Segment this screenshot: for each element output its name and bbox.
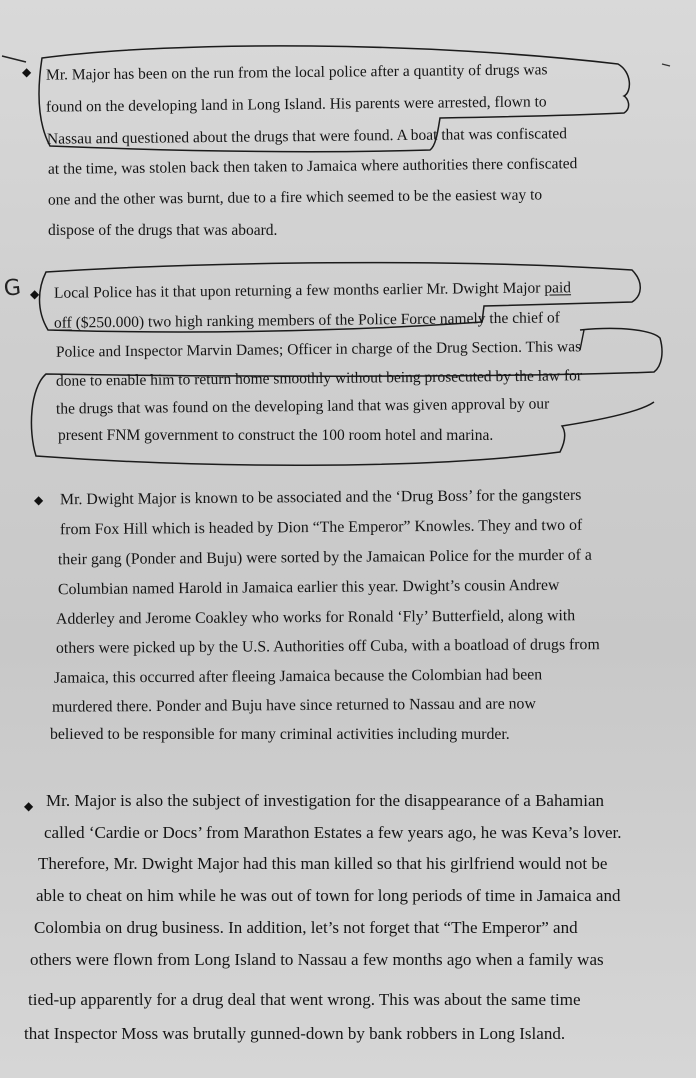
p2-underlined-off: off [53, 314, 72, 332]
p2-line-5: the drugs that was found on the developing land that was given approval by our [55, 395, 550, 418]
p3-line-7: Jamaica, this occurred after fleeing Jamaica because the Colombian had been [53, 666, 543, 687]
p3-line-8: murdered there. Ponder and Buju have since returned to Nassau and are now [51, 695, 536, 716]
p1-line-2: found on the developing land in Long Island. His parents were arrested, flown to [45, 93, 547, 116]
bullet-3: ◆ [34, 493, 44, 507]
p2-line-2-tail: namely the chief of [435, 309, 561, 328]
bullet-1: ◆ [22, 65, 32, 79]
margin-tick-mark [662, 64, 670, 66]
p4-line-2: called ‘Cardie or Docs’ from Marathon Estates a few years ago, he was Keva’s lover. [44, 823, 622, 842]
p4-line-6: others were flown from Long Island to Nassau a few months ago when a family was [30, 950, 604, 969]
p3-line-9: believed to be responsible for many criminal activities including murder. [50, 726, 510, 743]
p1-line-1: Mr. Major has been on the run from the local police after a quantity of drugs was [45, 61, 548, 84]
p4-line-4: able to cheat on him while he was out of town for long periods of time in Jamaica and [36, 886, 621, 905]
bullet-4: ◆ [24, 799, 34, 813]
p1-line-5: one and the other was burnt, due to a fire which seemed to be the easiest way to [47, 186, 543, 209]
p3-line-6: others were picked up by the U.S. Authorities off Cuba, with a boatload of drugs from [55, 636, 600, 657]
bullet-2: ◆ [30, 287, 40, 301]
p1-line-6: dispose of the drugs that was aboard. [48, 222, 278, 239]
p2-line-3: Police and Inspector Marvin Dames; Officer in charge of the Drug Section. This was [55, 338, 582, 361]
p2-line-2-text: ($250.000) two high ranking members of the Police Force [71, 310, 437, 332]
p2-underlined-paid: paid [544, 279, 572, 297]
margin-dash-mark [2, 56, 26, 62]
p3-line-1: Mr. Dwight Major is known to be associated and the ‘Drug Boss’ for the gangsters [59, 486, 582, 509]
p3-line-5: Adderley and Jerome Coakley who works for Ronald ‘Fly’ Butterfield, along with [55, 607, 576, 628]
p4-line-7: tied-up apparently for a drug deal that went wrong. This was about the same time [28, 990, 581, 1009]
p4-line-5: Colombia on drug business. In addition, let’s not forget that “The Emperor” and [34, 918, 578, 937]
p3-line-3: their gang (Ponder and Buju) were sorted by the Jamaican Police for the murder of a [57, 546, 592, 569]
p2-line-6: present FNM government to construct the 100 room hotel and marina. [58, 427, 494, 444]
p4-line-3: Therefore, Mr. Dwight Major had this man killed so that his girlfriend would not be [38, 854, 608, 873]
p2-line-2 [54, 309, 560, 332]
margin-note: G [2, 275, 23, 302]
p3-line-4: Columbian named Harold in Jamaica earlier this year. Dwight’s cousin Andrew [57, 576, 560, 599]
p1-line-3: Nassau and questioned about the drugs that were found. A boat that was confiscated [46, 125, 568, 148]
p4-line-8: that Inspector Moss was brutally gunned-down by bank robbers in Long Island. [24, 1024, 566, 1043]
p2-line-1 [54, 279, 571, 302]
p3-line-2: from Fox Hill which is headed by Dion “The Emperor” Knowles. They and two of [59, 516, 583, 539]
p2-line-1-text: Local Police has it that upon returning a few months earlier Mr. Dwight Major [53, 279, 545, 302]
p2-line-4: done to enable him to return home smoothly without being prosecuted by the law for [55, 367, 583, 390]
p4-line-1: Mr. Major is also the subject of investigation for the disappearance of a Bahamian [46, 791, 605, 810]
p1-line-4: at the time, was stolen back then taken to Jamaica where authorities there confiscated [47, 155, 578, 178]
